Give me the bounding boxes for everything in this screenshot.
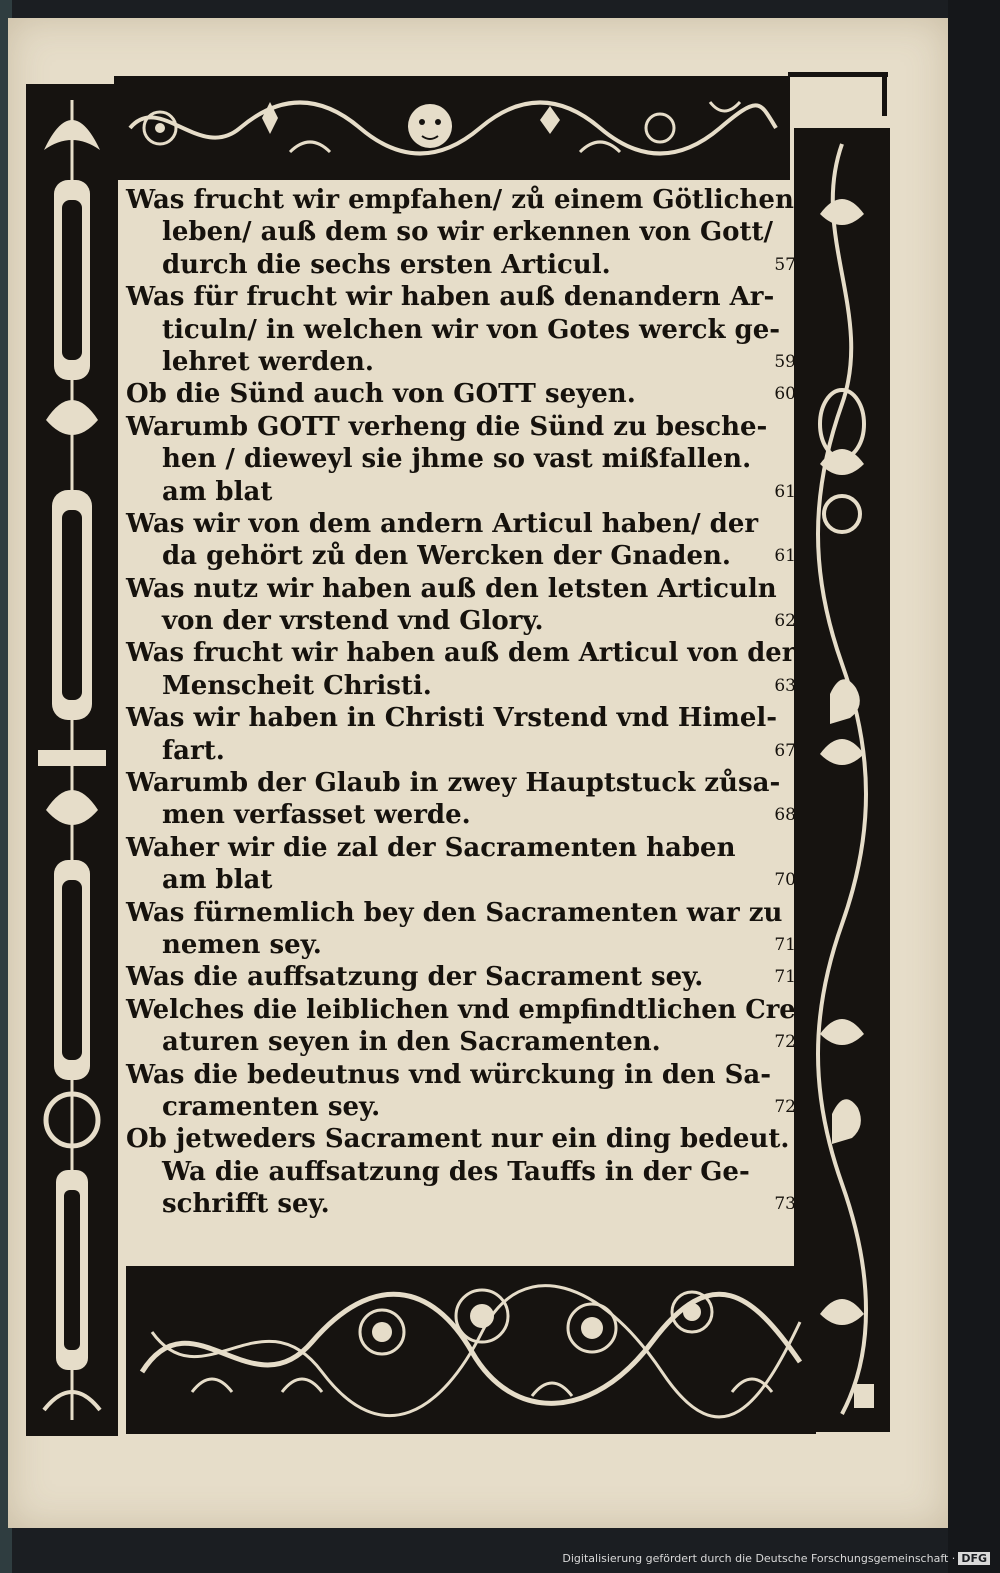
toc-line-text: aturen seyen in den Sacramenten. [162,1027,661,1058]
toc-line-text: Was für frucht wir haben auß denandern Ar- [126,282,775,313]
toc-line-text: Ob jetweders Sacrament nur ein ding bedeut. [126,1124,790,1155]
toc-line [126,314,796,346]
digitization-credit [562,1552,990,1565]
toc-line [126,184,796,216]
toc-line [126,605,796,637]
toc-page-number: 62 [774,611,796,632]
toc-line-text: Was nutz wir haben auß den letsten Articuln [126,573,777,604]
border-rule-tick [882,72,887,116]
toc-line-text: schrifft sey. [162,1189,330,1220]
toc-line-text: Waher wir die zal der Sacramenten haben [126,832,736,863]
toc-page-number: 71 [774,934,796,955]
toc-line [126,832,796,864]
toc-line-text: Welches die leiblichen vnd empfindtlichen Cre [126,994,796,1025]
toc-line [126,799,796,831]
toc-page-number: 61 [774,546,796,567]
toc-line [126,994,796,1026]
toc-line-text: Menscheit Christi. [162,670,432,701]
toc-line [126,249,796,281]
toc-line-text: lehret werden. [162,346,374,377]
toc-line [126,929,796,961]
toc-line-text: Ob die Sünd auch von GOTT seyen. [126,379,636,410]
toc-line [126,637,796,669]
toc-line-text: men verfasset werde. [162,800,471,831]
toc-line-text: ticuln/ in welchen wir von Gotes werck ge- [162,314,781,345]
toc-page-number: 71 [774,967,796,988]
toc-line [126,476,796,508]
toc-line [126,1026,796,1058]
toc-line-text: am blat [162,476,273,507]
toc-line-text: cramenten sey. [162,1091,381,1122]
toc-line [126,540,796,572]
toc-line [126,573,796,605]
toc-line [126,443,796,475]
toc-line [126,1156,796,1188]
toc-line-text: Was die auffsatzung der Sacrament sey. [126,962,704,993]
toc-line [126,216,796,248]
toc-line [126,1091,796,1123]
toc-line-text: Warumb der Glaub in zwey Hauptstuck zůsa- [126,768,781,799]
woodcut-border-left [26,84,118,1436]
toc-line [126,411,796,443]
toc-page-number: 72 [774,1032,796,1053]
table-of-contents [126,184,796,1221]
toc-line-text: fart. [162,735,225,766]
toc-line [126,378,796,410]
toc-line-text: Was frucht wir empfahen/ zů einem Götlichen [126,185,794,215]
toc-line [126,767,796,799]
toc-line-text: Was fürnemlich bey den Sacramenten war zu [126,897,783,928]
toc-line-text: Was frucht wir haben auß dem Articul von der [126,638,796,669]
toc-page-number: 57 [774,254,796,275]
toc-line-text: leben/ auß dem so wir erkennen von Gott/ [162,217,774,248]
toc-line-text: Was wir von dem andern Articul haben/ der [126,508,759,539]
toc-line [126,508,796,540]
toc-line [126,961,796,993]
dfg-logo: DFG [958,1552,990,1565]
toc-line [126,702,796,734]
toc-line-text: Was wir haben in Christi Vrstend vnd Himel- [126,703,778,734]
toc-line-text: hen / dieweyl sie jhme so vast mißfallen. [162,444,752,475]
woodcut-border-bottom [126,1266,816,1434]
toc-line [126,897,796,929]
toc-page-number: 70 [774,870,796,891]
toc-line-text: Warumb GOTT verheng die Sünd zu besche- [126,411,768,442]
woodcut-border-right [794,128,890,1432]
toc-line-text: nemen sey. [162,929,322,960]
toc-line [126,1188,796,1220]
toc-line [126,735,796,767]
toc-line [126,1123,796,1155]
toc-line [126,670,796,702]
toc-page-number: 73 [774,1194,796,1215]
book-page [8,18,948,1528]
toc-page-number: 61 [774,481,796,502]
toc-line [126,864,796,896]
woodcut-border-top [114,76,790,180]
toc-page-number: 68 [774,805,796,826]
toc-line [126,346,796,378]
background-edge [948,0,1000,1573]
border-rule [788,72,888,77]
toc-page-number: 60 [774,384,796,405]
toc-line-text: Was die bedeutnus vnd würckung in den Sa- [126,1059,772,1090]
toc-page-number: 63 [774,675,796,696]
toc-line-text: am blat [162,865,273,896]
toc-line-text: durch die sechs ersten Articul. [162,249,611,280]
toc-page-number: 72 [774,1096,796,1117]
toc-line-text: von der vrstend vnd Glory. [162,606,544,637]
toc-line [126,281,796,313]
toc-page-number: 59 [774,351,796,372]
toc-line-text: Wa die auffsatzung des Tauffs in der Ge- [162,1156,750,1187]
toc-line-text: da gehört zů den Wercken der Gnaden. [162,541,731,572]
toc-line [126,1059,796,1091]
credit-text: Digitalisierung gefördert durch die Deutsche Forschungsgemeinschaft · [562,1552,956,1565]
toc-page-number: 67 [774,740,796,761]
